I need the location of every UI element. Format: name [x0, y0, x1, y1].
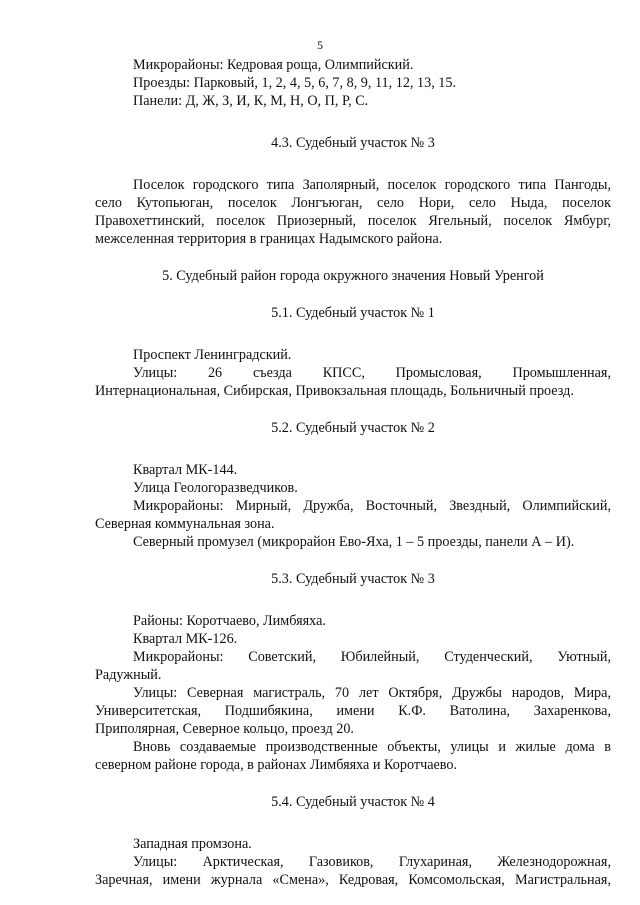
panels-line: Панели: Д, Ж, З, И, К, М, Н, О, П, Р, С.	[133, 93, 369, 109]
text-line: Микрорайоны: Мирный, Дружба, Восточный, Звездный, Олимпийский,	[133, 498, 611, 514]
text-line: Интернациональная, Сибирская, Привокзальная площадь, Больничный проезд.	[95, 383, 574, 399]
text-line: Квартал МК-126.	[133, 631, 238, 647]
text-line: Вновь создаваемые производственные объекты, улицы и жилые дома в	[133, 739, 611, 755]
section-heading-5-4: 5.4. Судебный участок № 4	[271, 794, 435, 810]
text-line: Улица Геологоразведчиков.	[133, 480, 298, 496]
section-heading-5: 5. Судебный район города окружного значения Новый Уренгой	[162, 268, 544, 284]
text-line: Улицы: Северная магистраль, 70 лет Октября, Дружбы народов, Мира,	[133, 685, 611, 701]
text-line: Западная промзона.	[133, 836, 252, 852]
section-heading-5-2: 5.2. Судебный участок № 2	[271, 420, 435, 436]
section-4-3-text	[95, 176, 611, 248]
text-line: северном районе города, в районах Лимбяяха и Коротчаево.	[95, 757, 458, 773]
text-line: село Кутопьюган, поселок Лонгъюган, село Нори, село Ныда, поселок	[95, 195, 611, 211]
text-line: Университетская, Подшибякина, имени К.Ф. Ватолина, Захаренкова,	[95, 703, 611, 719]
text-line: Микрорайоны: Советский, Юбилейный, Студенческий, Уютный,	[133, 649, 611, 665]
text-line: Квартал МК-144.	[133, 462, 238, 478]
text-line: Улицы: 26 съезда КПСС, Промысловая, Промышленная,	[133, 365, 611, 381]
section-heading-5-3: 5.3. Судебный участок № 3	[271, 571, 435, 587]
text-line: Правохеттинский, поселок Приозерный, поселок Ягельный, поселок Ямбург,	[95, 213, 611, 229]
text-line: Улицы: Арктическая, Газовиков, Глухариная, Железнодорожная,	[133, 854, 611, 870]
text-line: межселенная территория в границах Надымского района.	[95, 231, 443, 247]
text-line: Радужный.	[95, 667, 162, 683]
text-line: Районы: Коротчаево, Лимбяяха.	[133, 613, 326, 629]
text-line: Северный промузел (микрорайон Ево-Яха, 1 – 5 проезды, панели А – И).	[133, 534, 575, 550]
text-line: Приполярная, Северное кольцо, проезд 20.	[95, 721, 354, 737]
page-number: 5	[317, 38, 323, 52]
document-body	[95, 56, 611, 889]
section-heading-4-3: 4.3. Судебный участок № 3	[271, 135, 435, 151]
text-line: Заречная, имени журнала «Смена», Кедровая, Комсомольская, Магистральная,	[95, 872, 611, 888]
section-heading-5-1: 5.1. Судебный участок № 1	[271, 305, 435, 321]
microdistricts-line: Микрорайоны: Кедровая роща, Олимпийский.	[133, 57, 414, 73]
text-line: Проспект Ленинградский.	[133, 347, 292, 363]
text-line: Северная коммунальная зона.	[95, 516, 275, 532]
text-line: Поселок городского типа Заполярный, поселок городского типа Пангоды,	[133, 177, 611, 193]
passages-line: Проезды: Парковый, 1, 2, 4, 5, 6, 7, 8, 9, 11, 12, 13, 15.	[133, 75, 457, 91]
